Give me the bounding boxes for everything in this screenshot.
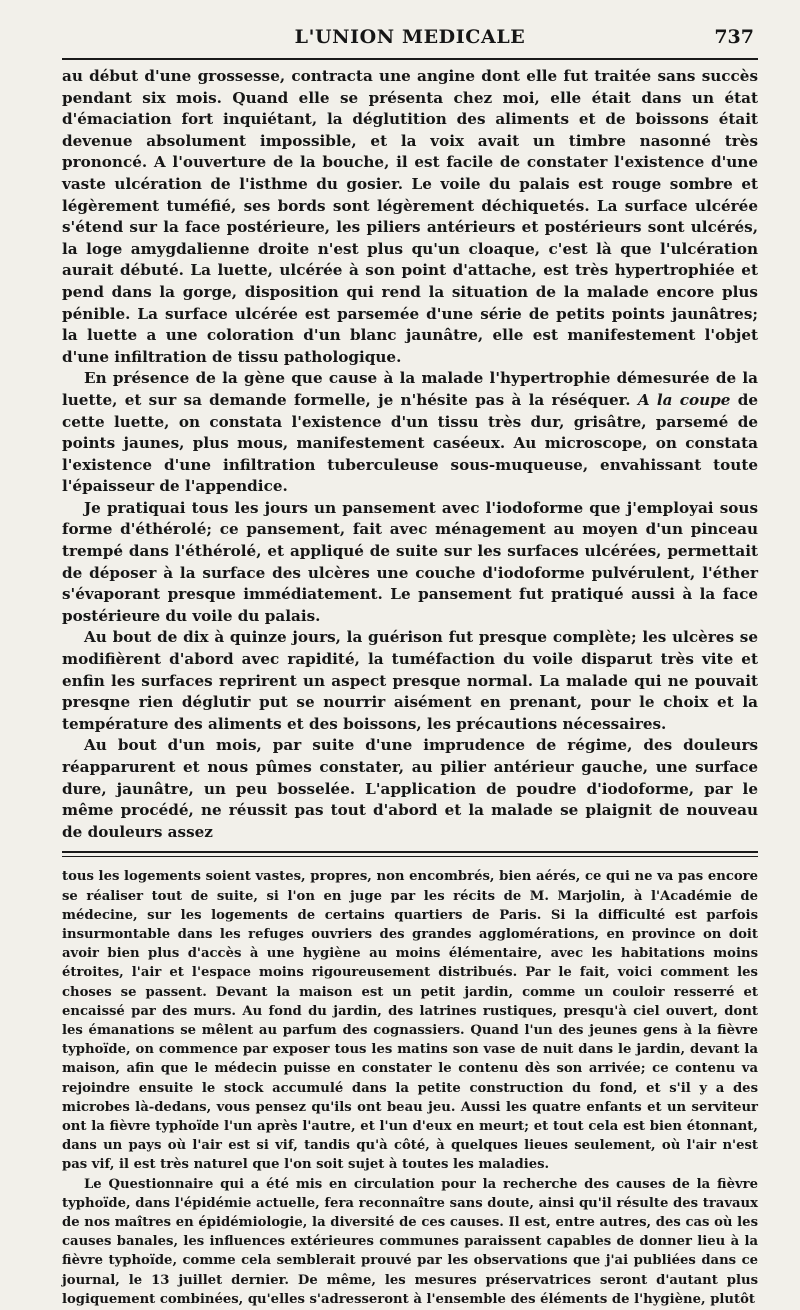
header-rule — [62, 58, 758, 60]
italic-phrase: A la coupe — [637, 390, 731, 409]
body-paragraph: au début d'une grossesse, contracta une angine dont elle fut traitée sans succès pendant six mois. Quand elle se présenta chez moi, elle était dans un état d'émaciation fort inquiétant, la déglutition des aliments et de boissons était devenue absolument impossible, et la voix avait un timbre nasonné très prononcé. A l'ouverture de la bouche, il est facile de constater l'existence d'une vaste ulcération de l'isthme du gosier. Le voile du palais est rouge sombre et légèrement tuméfié, ses bords sont légèrement déchiquetés. La surface ulcérée s'étend sur la face postérieure, les piliers antérieurs et postérieurs sont ulcérés, la loge amygdalienne droite n'est plus qu'un cloaque, c'est là que l'ulcération aurait débuté. La luette, ulcérée à son point d'attache, est très hypertrophiée et pend dans la gorge, disposition qui rend la situation de la malade encore plus pénible. La surface ulcérée est parsemée d'une série de petits points jaunâtres; la luette a une coloration d'un blanc jaunâtre, elle est manifestement l'objet d'une infiltration de tissu pathologique. — [62, 67, 758, 366]
section-divider — [62, 851, 758, 857]
body-paragraph: Je pratiquai tous les jours un pansement avec l'iodoforme que j'employai sous forme d'éthérolé; ce pansement, fait avec ménagement au moyen d'un pinceau trempé dans l'éthérolé, et appliqué de suite sur les surfaces ulcérées, permettait de déposer à la surface des ulcères une couche d'iodoforme pulvérulent, l'éther s'évaporant presque immédiatement. Le pansement fut pratiqué aussi à la face postérieure du voile du palais. — [62, 498, 758, 625]
main-text — [62, 66, 758, 843]
body-paragraph — [62, 368, 758, 498]
running-header — [62, 0, 758, 58]
feuilleton-text — [62, 867, 758, 1309]
journal-title: L'UNION MEDICALE — [294, 26, 526, 48]
note-paragraph: tous les logements soient vastes, propres, non encombrés, bien aérés, ce qui ne va pas encore se réaliser tout de suite, si l'on en juge par les récits de M. Marjolin, à l'Académie de médecine, sur les logements de certains quartiers de Paris. Si la difficulté est parfois insurmontable dans les refuges ouvriers des grandes agglomérations, en province on doit avoir bien plus d'accès à une hygiène au moins élémentaire, avec les habitations moins étroites, l'air et l'espace moins rigoureusement distribués. Par le fait, voici comment les choses se passent. Devant la maison est un petit jardin, comme un couloir resserré et encaissé par des murs. Au fond du jardin, des latrines rustiques, presqu'à ciel ouvert, dont les émanations se mêlent au parfum des cognassiers. Quand l'un des jeunes gens à la fièvre typhoïde, on commence par exposer tous les matins son vase de nuit dans le jardin, devant la maison, afin que le médecin puisse en constater le contenu dès son arrivée; ce contenu va rejoindre ensuite le stock accumulé dans la petite construction du fond, et s'il y a des microbes là-dedans, vous pensez qu'ils ont beau jeu. Aussi les quatre enfants et un serviteur ont la fièvre typhoïde l'un après l'autre, et l'un d'eux en meurt; et tout cela est bien étonnant, dans un pays où l'air est si vif, tandis qu'à côté, à quelques lieues seulement, où l'air n'est pas vif, il est très naturel que l'on soit sujet à toutes les maladies. — [62, 869, 758, 1173]
page-number: 737 — [714, 26, 754, 48]
paragraph-text: En présence de la gène que cause à la malade l'hypertrophie démesurée de la luette, et sur sa demande formelle, je n'hésite pas à la réséquer. — [62, 369, 758, 409]
body-paragraph: Au bout de dix à quinze jours, la guérison fut presque complète; les ulcères se modifièrent d'abord avec rapidité, la tuméfaction du voile disparut très vite et enfin les surfaces reprirent un aspect presque normal. La malade qui ne pouvait presqne rien déglutir put se nourrir aisément en prenant, pour le choix et la température des aliments et des boissons, les précautions nécessaires. — [62, 628, 758, 733]
paragraph-text: de cette luette, on constata l'existence d'un tissu très dur, grisâtre, parsemé de points jaunes, plus mous, manifestement caséeux. Au microscope, on constata l'existence d'une infiltration tuberculeuse sous-muqueuse, envahissant toute l'épaisseur de l'appendice. — [62, 390, 758, 496]
body-paragraph: Au bout d'un mois, par suite d'une imprudence de régime, des douleurs réapparurent et nous pûmes constater, au pilier antérieur gauche, une surface dure, jaunâtre, un peu bosselée. L'application de poudre d'iodoforme, par le même procédé, ne réussit pas tout d'abord et la malade se plaignit de nouveau de douleurs assez — [62, 736, 758, 841]
note-paragraph: Le Questionnaire qui a été mis en circulation pour la recherche des causes de la fièvre typhoïde, dans l'épidémie actuelle, fera reconnaître sans doute, ainsi qu'il résulte des travaux de nos maîtres en épidémiologie, la diversité de ces causes. Il est, entre autres, des cas où les causes banales, les influences extérieures communes paraissent capables de donner lieu à la fièvre typhoïde, comme cela semblerait prouvé par les observations que j'ai publiées dans ce journal, le 13 juillet dernier. De même, les mesures préservatrices seront d'autant plus logiquement combinées, qu'elles s'adresseront à l'ensemble des éléments de l'hygiène, plutôt — [62, 1176, 758, 1307]
